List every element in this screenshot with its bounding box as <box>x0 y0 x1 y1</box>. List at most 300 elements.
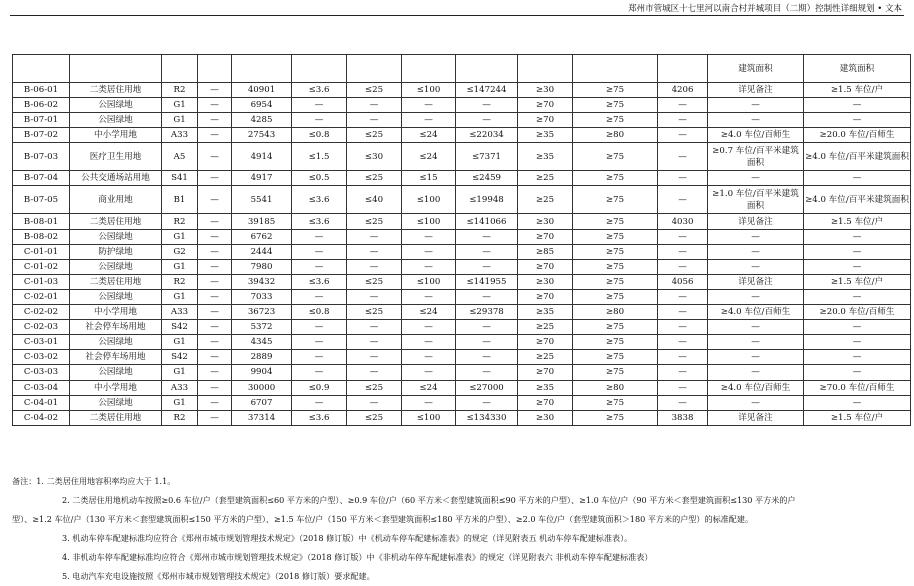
cell-motor-parking: — <box>708 244 804 259</box>
cell-floor-area: ≤2459 <box>456 171 518 186</box>
cell-space-ratio: ≥75 <box>573 350 658 365</box>
header-cell-households <box>658 55 708 83</box>
header-cell-compat <box>198 55 232 83</box>
cell-nonmotor-parking: ≥4.0 车位/百平米建筑面积 <box>804 143 911 171</box>
cell-green-ratio: ≥25 <box>518 320 573 335</box>
cell-plot-code: C-03-02 <box>13 350 70 365</box>
cell-nonmotor-parking: — <box>804 365 911 380</box>
cell-land-use: 公园绿地 <box>70 289 162 304</box>
cell-floor-area: ≤147244 <box>456 83 518 98</box>
cell-compat: — <box>198 128 232 143</box>
cell-height: — <box>402 350 456 365</box>
cell-far: — <box>292 229 347 244</box>
cell-motor-parking: — <box>708 395 804 410</box>
cell-land-code: A33 <box>162 128 198 143</box>
cell-land-code: R2 <box>162 410 198 425</box>
cell-plot-code: C-03-01 <box>13 335 70 350</box>
cell-motor-parking: — <box>708 335 804 350</box>
cell-floor-area: ≤134330 <box>456 410 518 425</box>
cell-far: ≤1.5 <box>292 143 347 171</box>
cell-land-code: S42 <box>162 350 198 365</box>
cell-land-code: G1 <box>162 98 198 113</box>
cell-compat: — <box>198 289 232 304</box>
table-row <box>13 305 911 320</box>
cell-land-use: 社会停车场用地 <box>70 350 162 365</box>
table-row <box>13 395 911 410</box>
cell-height: ≤100 <box>402 410 456 425</box>
cell-space-ratio: ≥75 <box>573 244 658 259</box>
document-title: 郑州市管城区十七里河以南合村并城项目（二期）控制性详细规划 • 文本 <box>628 4 902 14</box>
table-row <box>13 350 911 365</box>
cell-plot-code: C-02-03 <box>13 320 70 335</box>
table-row <box>13 98 911 113</box>
cell-space-ratio: ≥75 <box>573 229 658 244</box>
cell-floor-area: — <box>456 259 518 274</box>
cell-floor-area: ≤19948 <box>456 186 518 214</box>
cell-nonmotor-parking: — <box>804 320 911 335</box>
cell-nonmotor-parking: — <box>804 98 911 113</box>
cell-coverage: — <box>347 395 402 410</box>
cell-land-use: 中小学用地 <box>70 380 162 395</box>
cell-plot-code: B-07-03 <box>13 143 70 171</box>
cell-households: — <box>658 350 708 365</box>
cell-land-use: 防护绿地 <box>70 244 162 259</box>
cell-floor-area: — <box>456 350 518 365</box>
cell-green-ratio: ≥25 <box>518 171 573 186</box>
cell-far: — <box>292 113 347 128</box>
cell-households: 4056 <box>658 274 708 289</box>
cell-area: 5372 <box>232 320 292 335</box>
cell-floor-area: — <box>456 289 518 304</box>
note-line: 2. 二类居住用地机动车按照≥0.6 车位/户（套型建筑面积≤60 平方米的户型）、≥0.9 车位/户（60 平方米＜套型建筑面积≤90 平方米的户型）、≥1.0 车位/户（90 平方米＜套型建筑面积≤130 平方米的户 <box>62 495 796 505</box>
table-row <box>13 55 911 83</box>
table-row <box>13 259 911 274</box>
cell-compat: — <box>198 350 232 365</box>
cell-height: — <box>402 113 456 128</box>
cell-coverage: — <box>347 244 402 259</box>
cell-land-code: A5 <box>162 143 198 171</box>
cell-land-code: G1 <box>162 395 198 410</box>
cell-land-use: 二类居住用地 <box>70 83 162 98</box>
cell-plot-code: C-04-02 <box>13 410 70 425</box>
cell-height: — <box>402 365 456 380</box>
cell-compat: — <box>198 410 232 425</box>
cell-coverage: ≤25 <box>347 380 402 395</box>
cell-coverage: ≤25 <box>347 171 402 186</box>
cell-height: ≤100 <box>402 274 456 289</box>
cell-far: — <box>292 395 347 410</box>
cell-far: ≤3.6 <box>292 214 347 229</box>
cell-plot-code: C-02-01 <box>13 289 70 304</box>
cell-coverage: — <box>347 259 402 274</box>
cell-area: 2889 <box>232 350 292 365</box>
cell-coverage: — <box>347 320 402 335</box>
cell-far: ≤0.8 <box>292 128 347 143</box>
cell-land-use: 公园绿地 <box>70 98 162 113</box>
cell-space-ratio: ≥80 <box>573 128 658 143</box>
table-row <box>13 128 911 143</box>
cell-floor-area: ≤22034 <box>456 128 518 143</box>
cell-nonmotor-parking: ≥4.0 车位/百平米建筑面积 <box>804 186 911 214</box>
cell-far: ≤0.8 <box>292 305 347 320</box>
cell-area: 4285 <box>232 113 292 128</box>
cell-area: 6707 <box>232 395 292 410</box>
cell-area: 30000 <box>232 380 292 395</box>
cell-nonmotor-parking: — <box>804 171 911 186</box>
cell-green-ratio: ≥70 <box>518 395 573 410</box>
header-cell-land-use <box>70 55 162 83</box>
cell-motor-parking: — <box>708 98 804 113</box>
cell-coverage: — <box>347 365 402 380</box>
cell-nonmotor-parking: — <box>804 395 911 410</box>
cell-space-ratio: ≥80 <box>573 380 658 395</box>
cell-households: — <box>658 320 708 335</box>
cell-coverage: ≤25 <box>347 410 402 425</box>
cell-land-use: 公共交通场站用地 <box>70 171 162 186</box>
cell-height: — <box>402 320 456 335</box>
cell-height: ≤100 <box>402 186 456 214</box>
cell-space-ratio: ≥75 <box>573 410 658 425</box>
header-cell-height <box>402 55 456 83</box>
cell-plot-code: C-01-02 <box>13 259 70 274</box>
cell-compat: — <box>198 320 232 335</box>
cell-floor-area: — <box>456 244 518 259</box>
cell-households: — <box>658 289 708 304</box>
cell-floor-area: ≤7371 <box>456 143 518 171</box>
cell-land-code: G1 <box>162 113 198 128</box>
cell-land-code: G1 <box>162 289 198 304</box>
header-cell-floor-area <box>456 55 518 83</box>
cell-height: ≤24 <box>402 143 456 171</box>
cell-green-ratio: ≥70 <box>518 335 573 350</box>
cell-green-ratio: ≥30 <box>518 410 573 425</box>
cell-far: — <box>292 259 347 274</box>
cell-space-ratio: ≥75 <box>573 320 658 335</box>
cell-far: ≤3.6 <box>292 410 347 425</box>
cell-far: ≤0.5 <box>292 171 347 186</box>
cell-height: ≤24 <box>402 380 456 395</box>
cell-motor-parking: 详见备注 <box>708 410 804 425</box>
header-cell-coverage <box>347 55 402 83</box>
cell-green-ratio: ≥70 <box>518 113 573 128</box>
cell-motor-parking: — <box>708 259 804 274</box>
cell-space-ratio: ≥75 <box>573 113 658 128</box>
cell-far: ≤3.6 <box>292 186 347 214</box>
note-line: 4. 非机动车停车配建标准均应符合《郑州市城市规划管理技术规定》（2018 修订版）中《非机动车停车配建标准表》的规定（详见附表六 非机动车停车配建标准表） <box>62 552 653 562</box>
cell-green-ratio: ≥70 <box>518 365 573 380</box>
cell-households: 3838 <box>658 410 708 425</box>
cell-floor-area: — <box>456 395 518 410</box>
cell-floor-area: — <box>456 320 518 335</box>
cell-households: — <box>658 229 708 244</box>
cell-floor-area: ≤141066 <box>456 214 518 229</box>
cell-land-use: 公园绿地 <box>70 113 162 128</box>
cell-households: — <box>658 128 708 143</box>
cell-height: — <box>402 244 456 259</box>
cell-nonmotor-parking: — <box>804 259 911 274</box>
cell-motor-parking: ≥4.0 车位/百师生 <box>708 305 804 320</box>
cell-households: — <box>658 365 708 380</box>
cell-land-code: S41 <box>162 171 198 186</box>
cell-motor-parking: 详见备注 <box>708 214 804 229</box>
cell-green-ratio: ≥70 <box>518 229 573 244</box>
cell-nonmotor-parking: — <box>804 289 911 304</box>
cell-land-code: G1 <box>162 229 198 244</box>
cell-green-ratio: ≥30 <box>518 274 573 289</box>
cell-households: — <box>658 395 708 410</box>
cell-space-ratio: ≥75 <box>573 395 658 410</box>
header-cell-nonmotor-parking: 建筑面积 <box>804 55 911 83</box>
cell-compat: — <box>198 259 232 274</box>
cell-households: — <box>658 186 708 214</box>
cell-green-ratio: ≥70 <box>518 98 573 113</box>
table-row <box>13 229 911 244</box>
cell-land-code: S42 <box>162 320 198 335</box>
cell-households: — <box>658 113 708 128</box>
cell-green-ratio: ≥35 <box>518 305 573 320</box>
cell-far: — <box>292 365 347 380</box>
table-row <box>13 380 911 395</box>
cell-compat: — <box>198 186 232 214</box>
table-row <box>13 289 911 304</box>
note-line: 5. 电动汽车充电设施按照《郑州市城市规划管理技术规定》（2018 修订版）要求配建。 <box>62 571 375 581</box>
cell-far: — <box>292 320 347 335</box>
cell-households: — <box>658 380 708 395</box>
cell-area: 6954 <box>232 98 292 113</box>
cell-space-ratio: ≥75 <box>573 365 658 380</box>
cell-area: 2444 <box>232 244 292 259</box>
cell-nonmotor-parking: ≥1.5 车位/户 <box>804 214 911 229</box>
cell-land-code: R2 <box>162 83 198 98</box>
cell-plot-code: C-03-03 <box>13 365 70 380</box>
cell-compat: — <box>198 214 232 229</box>
cell-area: 40901 <box>232 83 292 98</box>
cell-nonmotor-parking: ≥1.5 车位/户 <box>804 83 911 98</box>
cell-plot-code: C-03-04 <box>13 380 70 395</box>
cell-households: — <box>658 305 708 320</box>
cell-land-code: A33 <box>162 380 198 395</box>
cell-space-ratio: ≥75 <box>573 143 658 171</box>
cell-coverage: ≤25 <box>347 305 402 320</box>
cell-motor-parking: — <box>708 350 804 365</box>
cell-area: 5541 <box>232 186 292 214</box>
cell-land-code: G1 <box>162 335 198 350</box>
cell-compat: — <box>198 335 232 350</box>
table-notes <box>12 472 900 586</box>
cell-motor-parking: — <box>708 171 804 186</box>
cell-area: 9904 <box>232 365 292 380</box>
cell-land-use: 二类居住用地 <box>70 410 162 425</box>
cell-motor-parking: — <box>708 320 804 335</box>
cell-compat: — <box>198 171 232 186</box>
cell-far: — <box>292 350 347 365</box>
cell-coverage: — <box>347 229 402 244</box>
cell-plot-code: B-08-02 <box>13 229 70 244</box>
cell-plot-code: C-01-01 <box>13 244 70 259</box>
cell-green-ratio: ≥85 <box>518 244 573 259</box>
cell-height: — <box>402 395 456 410</box>
cell-nonmotor-parking: ≥1.5 车位/户 <box>804 410 911 425</box>
cell-nonmotor-parking: — <box>804 229 911 244</box>
cell-compat: — <box>198 83 232 98</box>
cell-area: 7980 <box>232 259 292 274</box>
cell-green-ratio: ≥35 <box>518 380 573 395</box>
cell-motor-parking: ≥4.0 车位/百师生 <box>708 128 804 143</box>
cell-floor-area: — <box>456 229 518 244</box>
table-row <box>13 244 911 259</box>
cell-coverage: — <box>347 289 402 304</box>
cell-coverage: — <box>347 350 402 365</box>
cell-far: ≤3.6 <box>292 274 347 289</box>
cell-land-use: 医疗卫生用地 <box>70 143 162 171</box>
cell-area: 4345 <box>232 335 292 350</box>
cell-nonmotor-parking: ≥1.5 车位/户 <box>804 274 911 289</box>
cell-compat: — <box>198 395 232 410</box>
table-row <box>13 186 911 214</box>
cell-plot-code: B-07-02 <box>13 128 70 143</box>
cell-space-ratio: ≥75 <box>573 83 658 98</box>
cell-land-use: 中小学用地 <box>70 128 162 143</box>
table-row <box>13 335 911 350</box>
cell-compat: — <box>198 380 232 395</box>
cell-motor-parking: ≥4.0 车位/百师生 <box>708 380 804 395</box>
cell-nonmotor-parking: ≥20.0 车位/百师生 <box>804 305 911 320</box>
table-row <box>13 171 911 186</box>
cell-far: — <box>292 244 347 259</box>
cell-space-ratio: ≥75 <box>573 98 658 113</box>
cell-plot-code: B-07-01 <box>13 113 70 128</box>
cell-compat: — <box>198 98 232 113</box>
cell-households: — <box>658 335 708 350</box>
header-cell-space-ratio <box>573 55 658 83</box>
cell-space-ratio: ≥75 <box>573 274 658 289</box>
table-row <box>13 143 911 171</box>
header-cell-motor-parking: 建筑面积 <box>708 55 804 83</box>
cell-green-ratio: ≥25 <box>518 186 573 214</box>
cell-green-ratio: ≥35 <box>518 143 573 171</box>
cell-space-ratio: ≥75 <box>573 214 658 229</box>
cell-coverage: — <box>347 335 402 350</box>
cell-coverage: — <box>347 113 402 128</box>
cell-space-ratio: ≥75 <box>573 171 658 186</box>
cell-nonmotor-parking: — <box>804 113 911 128</box>
cell-land-use: 二类居住用地 <box>70 274 162 289</box>
cell-land-code: R2 <box>162 214 198 229</box>
cell-floor-area: — <box>456 98 518 113</box>
cell-motor-parking: ≥1.0 车位/百平米建筑面积 <box>708 186 804 214</box>
cell-land-use: 社会停车场用地 <box>70 320 162 335</box>
cell-land-use: 公园绿地 <box>70 335 162 350</box>
cell-space-ratio: ≥75 <box>573 289 658 304</box>
cell-motor-parking: — <box>708 289 804 304</box>
cell-nonmotor-parking: — <box>804 335 911 350</box>
cell-plot-code: B-06-02 <box>13 98 70 113</box>
header-cell-green-ratio <box>518 55 573 83</box>
cell-height: — <box>402 259 456 274</box>
cell-floor-area: — <box>456 365 518 380</box>
cell-compat: — <box>198 305 232 320</box>
cell-plot-code: C-02-02 <box>13 305 70 320</box>
cell-far: ≤3.6 <box>292 83 347 98</box>
cell-area: 39432 <box>232 274 292 289</box>
cell-green-ratio: ≥30 <box>518 83 573 98</box>
header-cell-far <box>292 55 347 83</box>
cell-green-ratio: ≥30 <box>518 214 573 229</box>
cell-floor-area: ≤29378 <box>456 305 518 320</box>
cell-area: 37314 <box>232 410 292 425</box>
cell-land-code: G1 <box>162 365 198 380</box>
table-row <box>13 274 911 289</box>
cell-motor-parking: — <box>708 365 804 380</box>
cell-land-use: 二类居住用地 <box>70 214 162 229</box>
cell-households: — <box>658 98 708 113</box>
cell-land-code: R2 <box>162 274 198 289</box>
cell-green-ratio: ≥70 <box>518 259 573 274</box>
cell-green-ratio: ≥35 <box>518 128 573 143</box>
cell-floor-area: — <box>456 113 518 128</box>
header-cell-area <box>232 55 292 83</box>
table-row <box>13 365 911 380</box>
cell-households: — <box>658 244 708 259</box>
cell-compat: — <box>198 244 232 259</box>
cell-land-use: 商业用地 <box>70 186 162 214</box>
cell-land-code: G1 <box>162 259 198 274</box>
cell-motor-parking: — <box>708 113 804 128</box>
cell-nonmotor-parking: ≥20.0 车位/百师生 <box>804 128 911 143</box>
cell-floor-area: ≤141955 <box>456 274 518 289</box>
cell-green-ratio: ≥25 <box>518 350 573 365</box>
cell-coverage: ≤25 <box>347 214 402 229</box>
cell-coverage: ≤25 <box>347 83 402 98</box>
table-row <box>13 410 911 425</box>
page-header <box>0 0 914 16</box>
cell-area: 27543 <box>232 128 292 143</box>
cell-coverage: ≤30 <box>347 143 402 171</box>
land-use-control-table <box>12 54 911 426</box>
cell-far: ≤0.9 <box>292 380 347 395</box>
cell-households: — <box>658 259 708 274</box>
cell-land-use: 中小学用地 <box>70 305 162 320</box>
cell-space-ratio: ≥75 <box>573 259 658 274</box>
cell-compat: — <box>198 143 232 171</box>
cell-height: ≤24 <box>402 128 456 143</box>
cell-height: ≤24 <box>402 305 456 320</box>
cell-area: 7033 <box>232 289 292 304</box>
table-row <box>13 214 911 229</box>
cell-height: ≤100 <box>402 83 456 98</box>
cell-space-ratio: ≥75 <box>573 335 658 350</box>
cell-far: — <box>292 289 347 304</box>
cell-plot-code: B-06-01 <box>13 83 70 98</box>
note-line: 3. 机动车停车配建标准均应符合《郑州市城市规划管理技术规定》（2018 修订版）中《机动车停车配建标准表》的规定（详见附表五 机动车停车配建标准表）。 <box>62 533 633 543</box>
cell-compat: — <box>198 229 232 244</box>
cell-compat: — <box>198 274 232 289</box>
header-rule <box>10 15 904 16</box>
cell-far: — <box>292 98 347 113</box>
cell-nonmotor-parking: ≥70.0 车位/百师生 <box>804 380 911 395</box>
cell-motor-parking: 详见备注 <box>708 83 804 98</box>
cell-land-code: A33 <box>162 305 198 320</box>
cell-coverage: ≤25 <box>347 274 402 289</box>
cell-area: 4917 <box>232 171 292 186</box>
cell-compat: — <box>198 113 232 128</box>
cell-coverage: ≤25 <box>347 128 402 143</box>
cell-coverage: — <box>347 98 402 113</box>
table-row <box>13 320 911 335</box>
cell-far: — <box>292 335 347 350</box>
cell-plot-code: B-08-01 <box>13 214 70 229</box>
cell-households: — <box>658 143 708 171</box>
